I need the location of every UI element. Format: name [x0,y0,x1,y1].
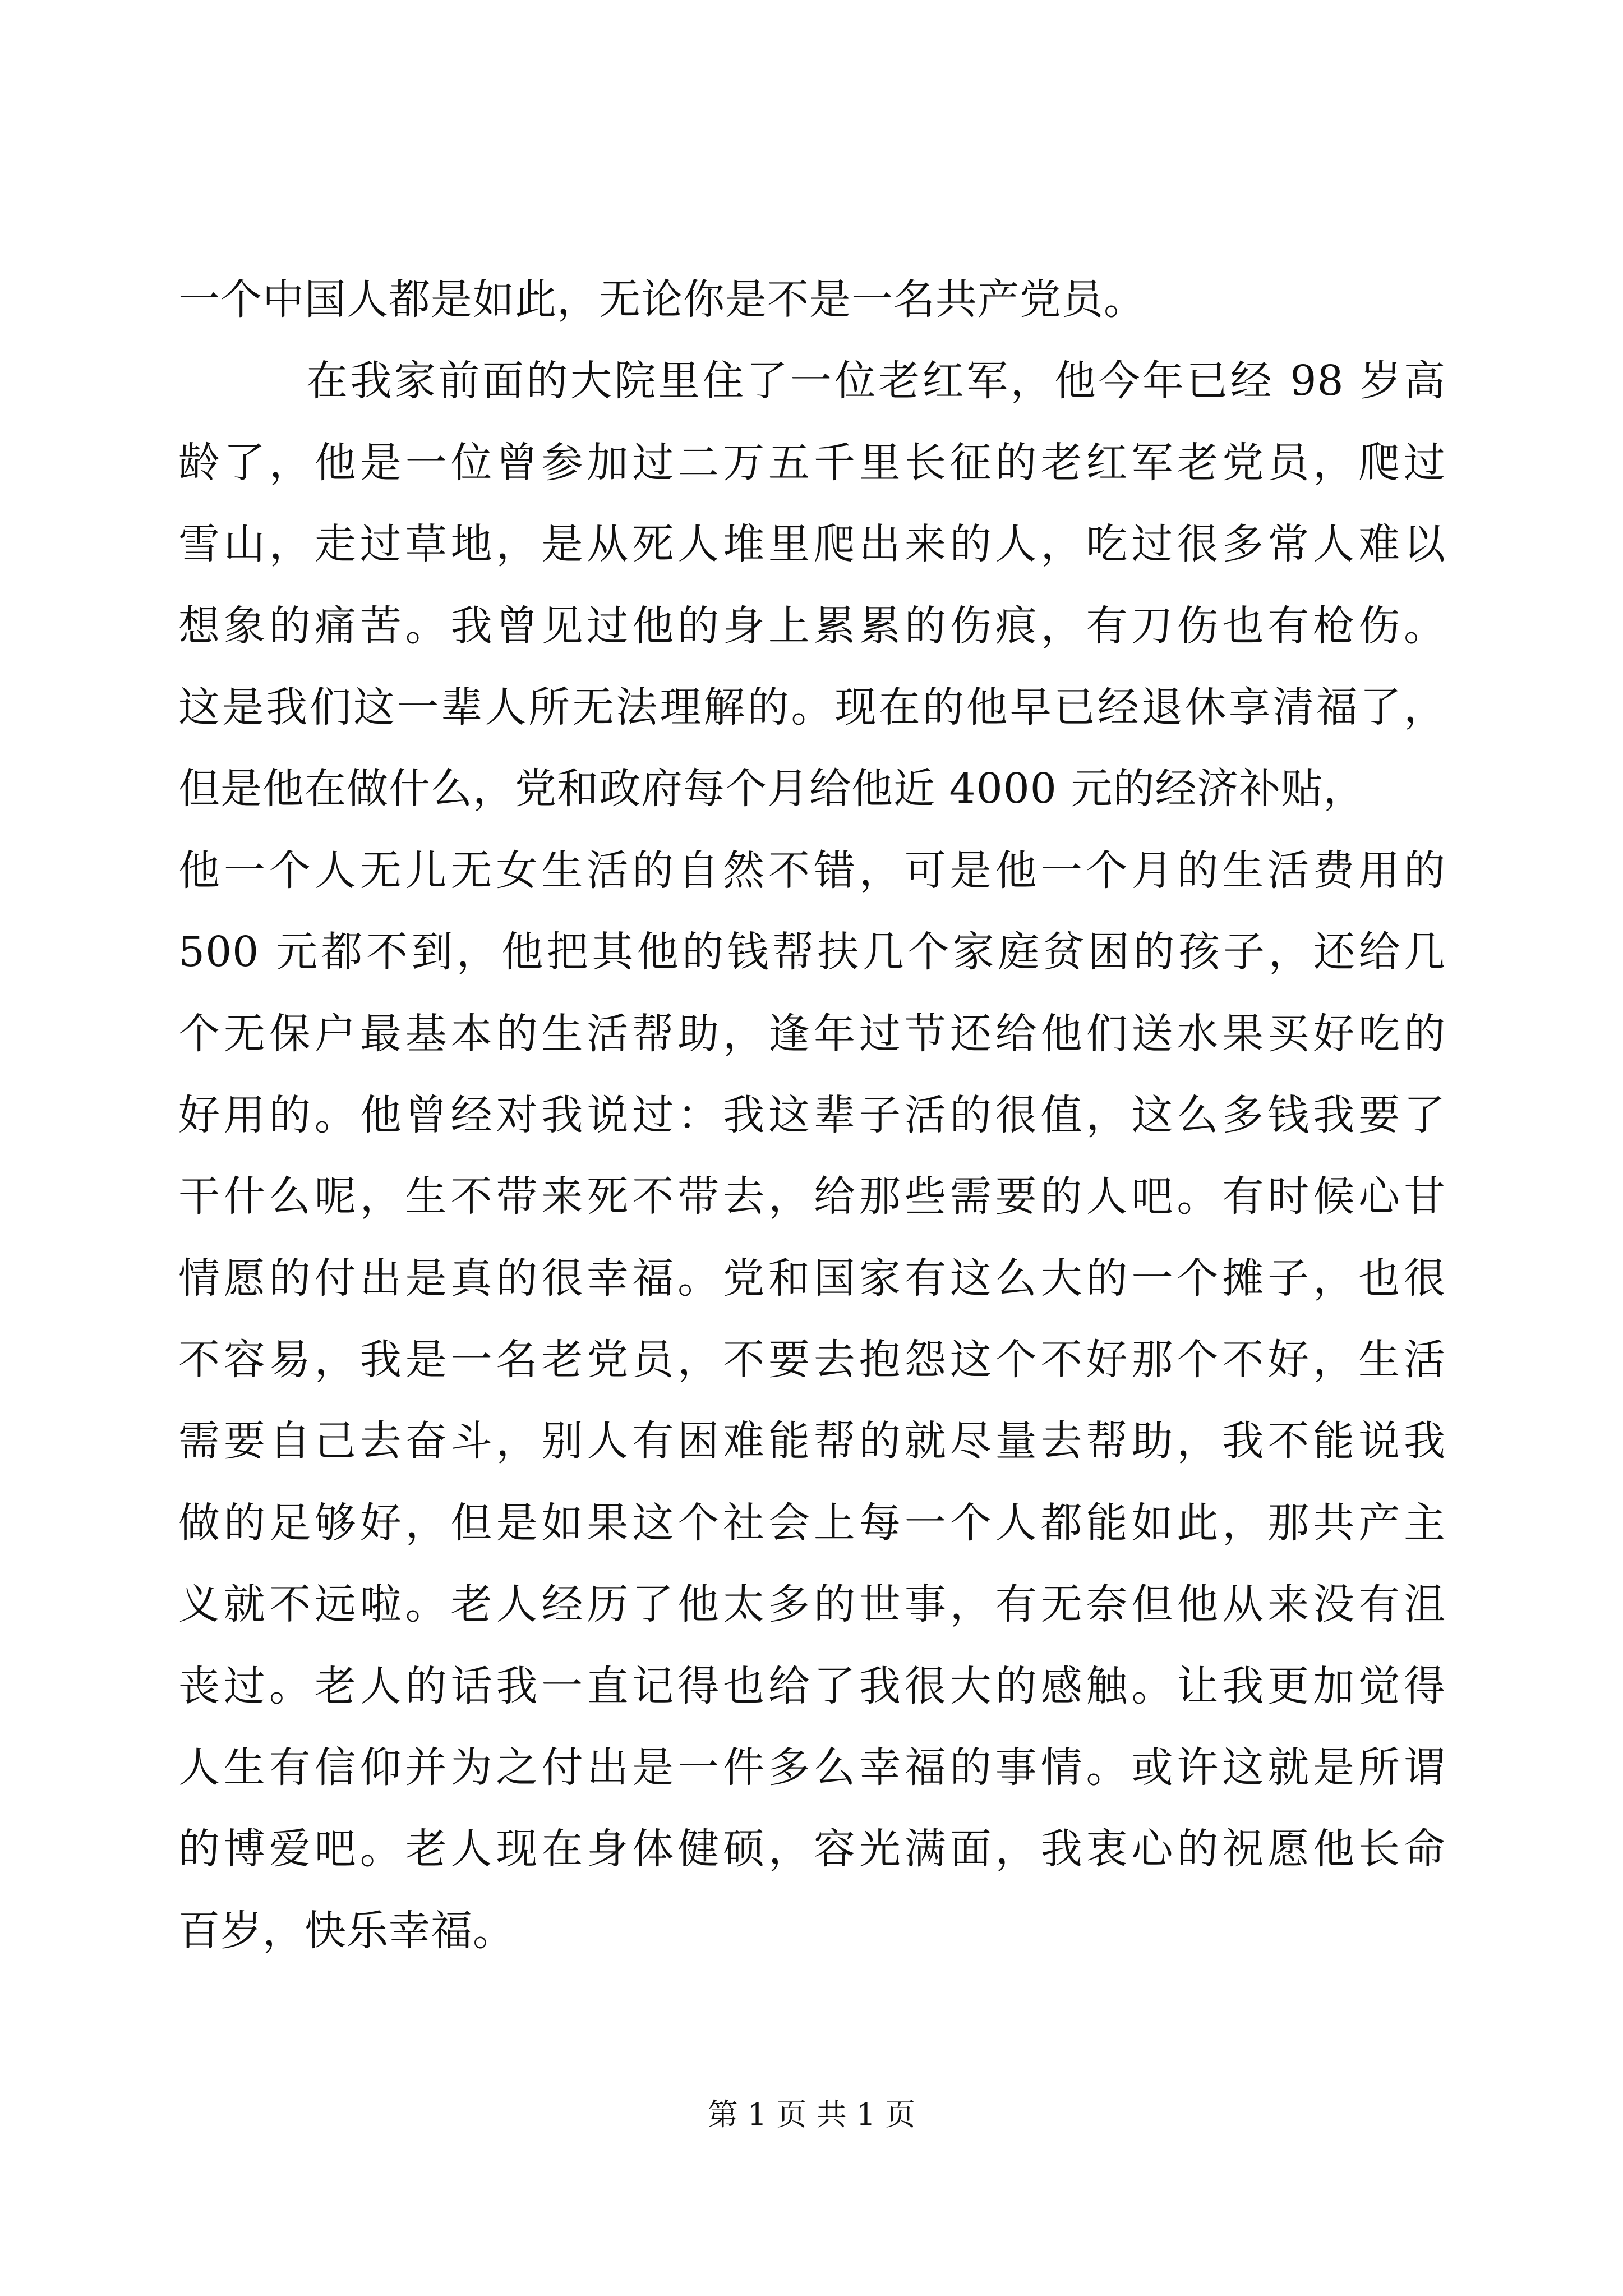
text-line: 想象的痛苦。我曾见过他的身上累累的伤痕，有刀伤也有枪伤。 [178,601,1446,650]
text-line: 这是我们这一辈人所无法理解的。现在的他早已经退休享清福了， [178,683,1446,731]
text-line: 百岁，快乐幸福。 [178,1906,515,1955]
text-line: 不容易，我是一名老党员，不要去抱怨这个不好那个不好，生活 [178,1336,1446,1384]
text-line: 人生有信仰并为之付出是一件多么幸福的事情。或许这就是所谓 [178,1743,1446,1792]
text-line: 但是他在做什么，党和政府每个月给他近 4000 元的经济补贴， [178,765,1366,813]
page-footer: 第 1 页 共 1 页 [707,2097,916,2132]
article-body [178,259,1446,1972]
text-line: 好用的。他曾经对我说过：我这辈子活的很值，这么多钱我要了 [178,1091,1446,1139]
text-line: 在我家前面的大院里住了一位老红军，他今年已经 98 岁高 [306,357,1446,406]
text-line: 做的足够好，但是如果这个社会上每一个人都能如此，那共产主 [178,1498,1446,1547]
text-line: 龄了，他是一位曾参加过二万五千里长征的老红军老党员，爬过 [178,438,1446,487]
text-line: 需要自己去奋斗，别人有困难能帮的就尽量去帮助，我不能说我 [178,1417,1446,1466]
text-line: 他一个人无儿无女生活的自然不错，可是他一个月的生活费用的 [178,846,1446,895]
text-line: 干什么呢，生不带来死不带去，给那些需要的人吧。有时候心甘 [178,1172,1446,1221]
text-line: 500 元都不到，他把其他的钱帮扶几个家庭贫困的孩子，还给几 [178,928,1446,977]
text-line: 情愿的付出是真的很幸福。党和国家有这么大的一个摊子，也很 [178,1254,1446,1303]
text-line: 雪山，走过草地，是从死人堆里爬出来的人，吃过很多常人难以 [178,520,1446,569]
text-line: 义就不远啦。老人经历了他太多的世事，有无奈但他从来没有沮 [178,1580,1446,1629]
text-line: 丧过。老人的话我一直记得也给了我很大的感触。让我更加觉得 [178,1662,1446,1710]
text-line: 一个中国人都是如此，无论你是不是一名共产党员。 [178,275,1146,324]
text-line: 个无保户最基本的生活帮助，逢年过节还给他们送水果买好吃的 [178,1009,1446,1058]
text-line: 的博爱吧。老人现在身体健硕，容光满面，我衷心的祝愿他长命 [178,1825,1446,1874]
